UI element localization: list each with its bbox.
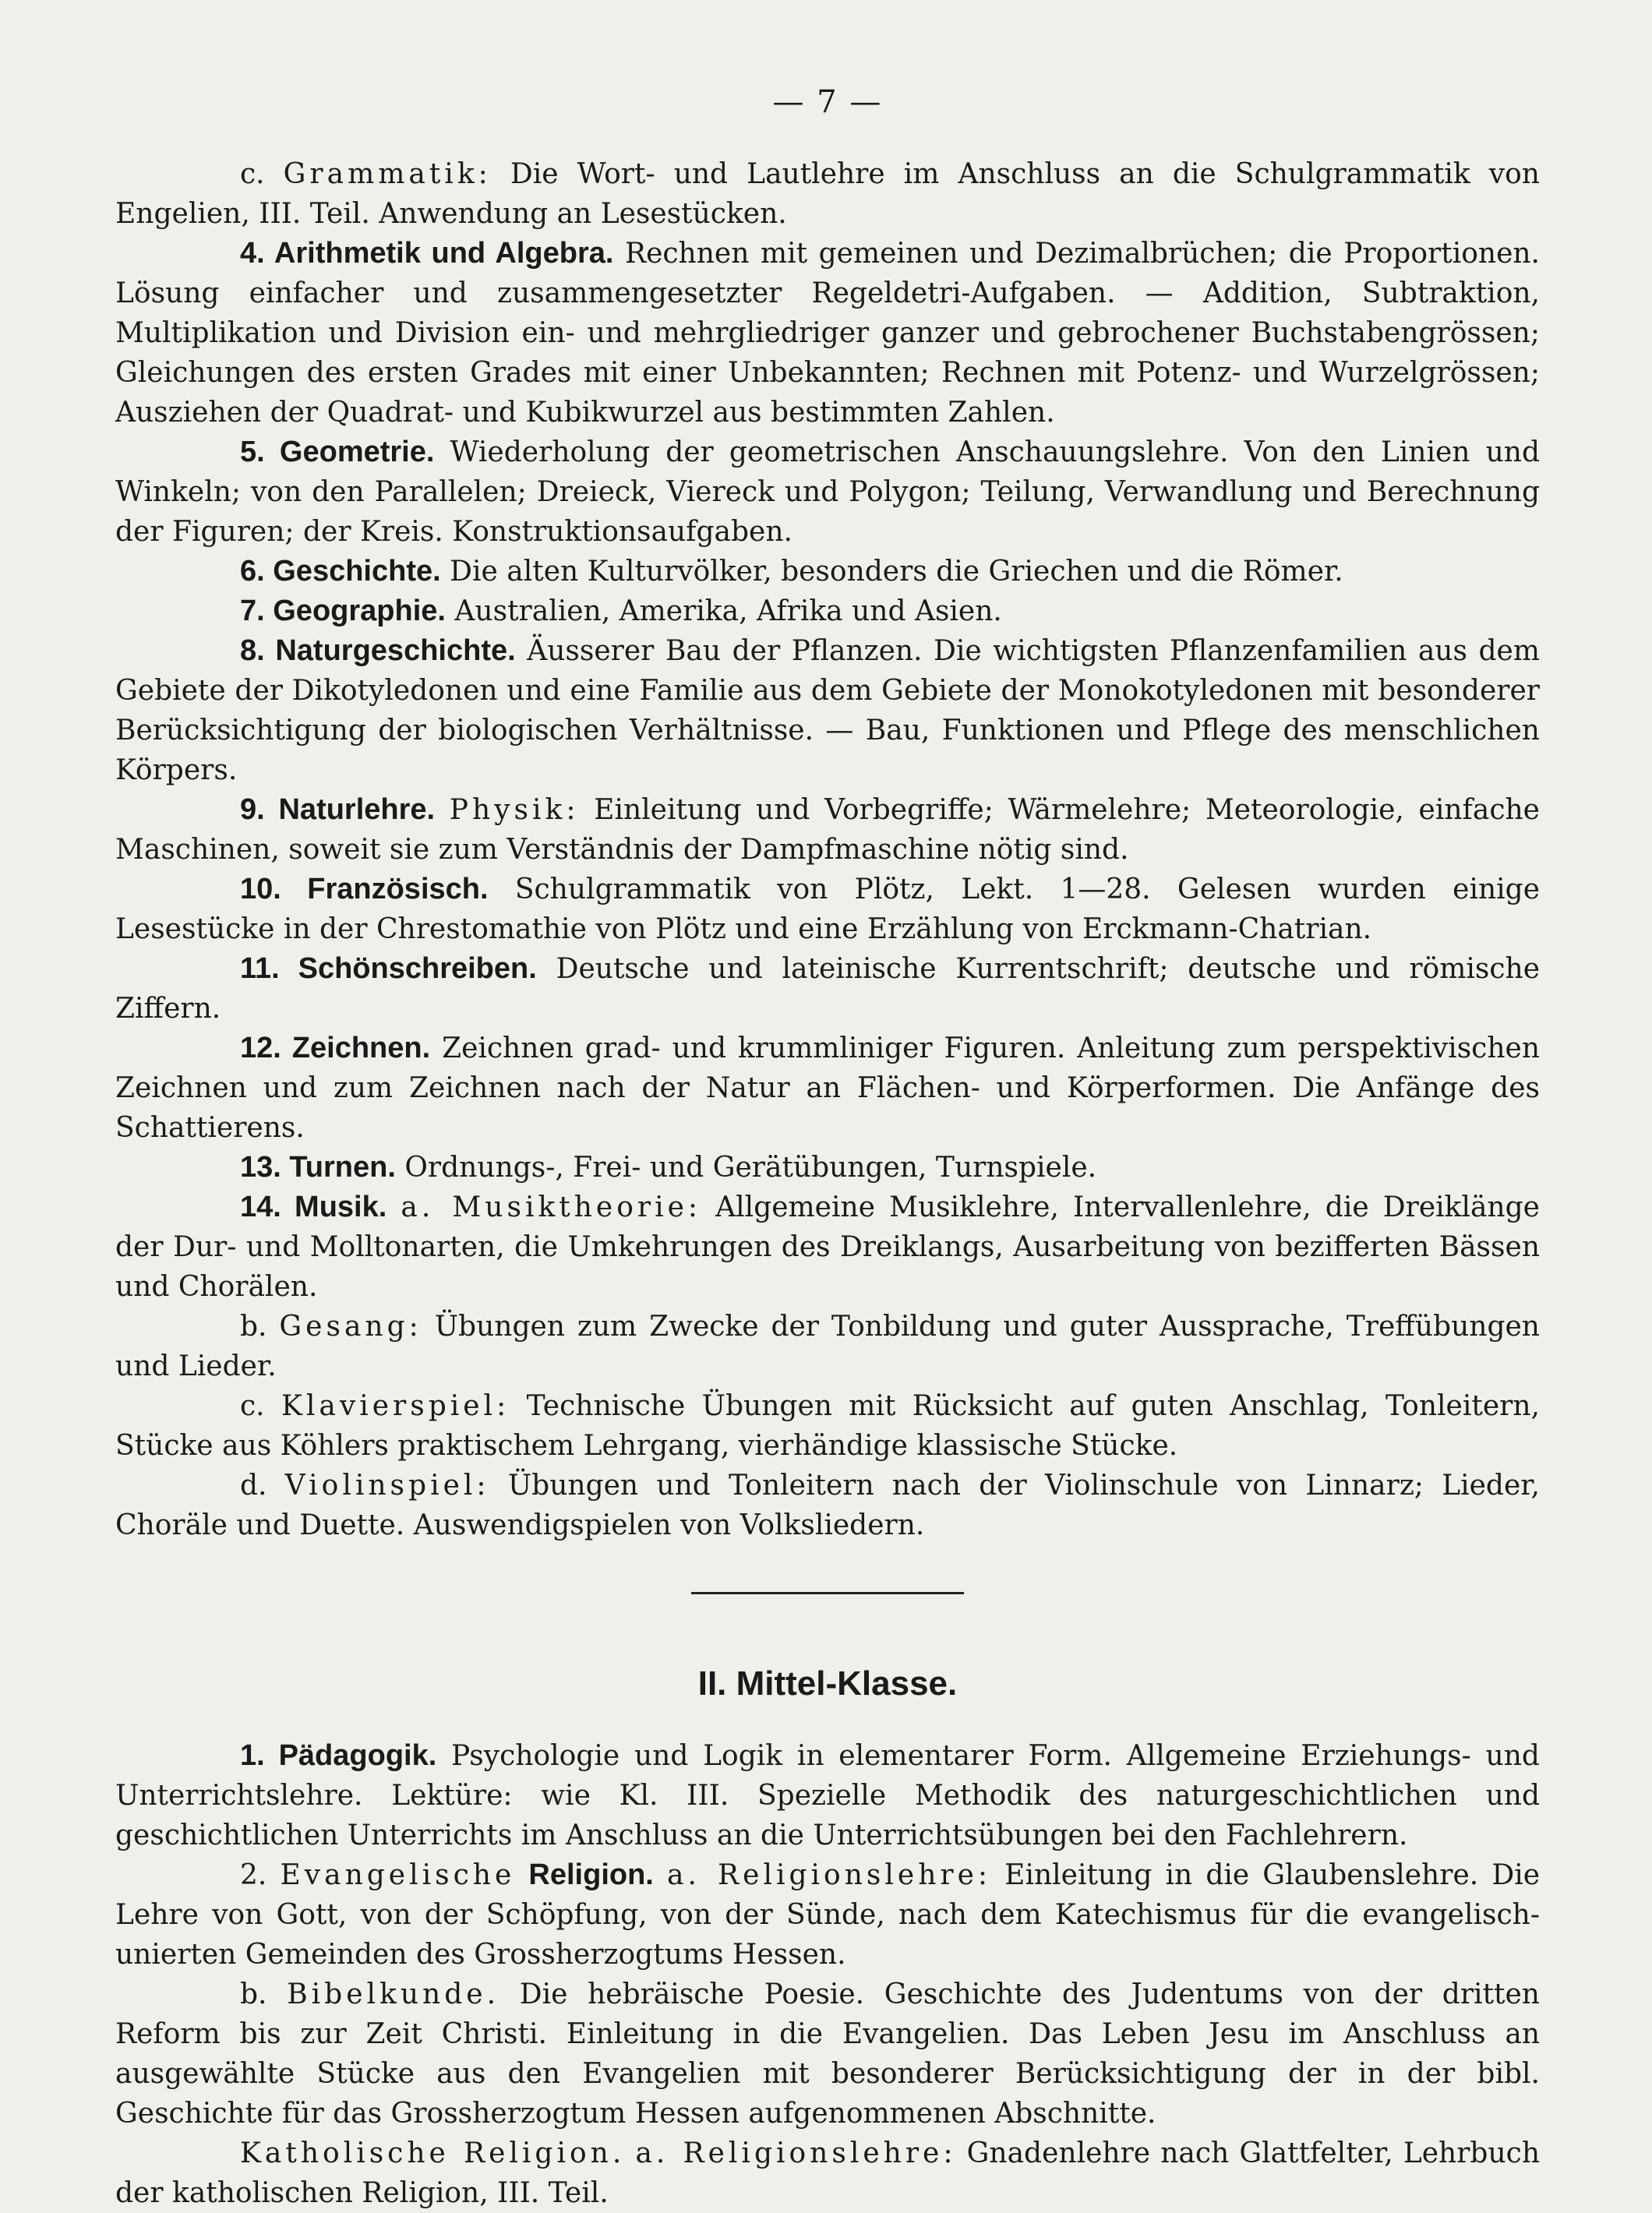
syllabus-paragraph — [115, 1736, 1540, 1855]
subject-heading: 10. Französisch. — [240, 873, 489, 905]
subtopic-heading: a. Musiktheorie: — [401, 1191, 702, 1223]
paragraph-text: Australien, Amerika, Afrika und Asien. — [454, 595, 1002, 627]
syllabus-paragraph — [115, 1386, 1540, 1466]
subject-heading: 6. Geschichte. — [240, 555, 441, 588]
subject-heading: Klavierspiel: — [281, 1390, 510, 1422]
syllabus-paragraph — [115, 591, 1540, 631]
item-prefix: b. — [240, 1978, 267, 2010]
subject-heading: 9. Naturlehre. — [240, 793, 436, 826]
paragraph-text: Die Wort- und Lautlehre im Anschluss an die Schulgrammatik von Engelien, III. Teil. Anwendung an Lesestücken. — [115, 158, 1540, 230]
subject-heading: 1. Pädagogik. — [240, 1739, 437, 1772]
paragraph-text: Übungen zum Zwecke der Tonbildung und guter Aussprache, Treffübungen und Lieder. — [115, 1311, 1540, 1382]
subtopic-heading: a. Religionslehre: — [635, 2137, 957, 2169]
paragraph-text: Rechnen mit gemeinen und Dezimalbrüchen; die Proportionen. Lösung einfacher und zusammengesetzter Regeldetri-Aufgaben. — Addition, Subtraktion, Multiplikation und Division ein- und mehrgliedriger ganzer und gebrochener Buchstabengrössen; Gleichungen des ersten Grades mit einer Unbekannten; Rechnen mit Potenz- und Wurzelgrössen; Ausziehen der Quadrat- und Kubikwurzel aus bestimmten Zahlen. — [115, 238, 1541, 429]
syllabus-paragraph — [115, 1975, 1540, 2134]
paragraph-text: Einleitung in die Glaubenslehre. Die Lehre von Gott, von der Schöpfung, von der Sünde, nach dem Katechismus für die evangelisch-unierten Gemeinden des Grossherzogtums Hessen. — [115, 1859, 1541, 1971]
paragraph-text: Deutsche und lateinische Kurrentschrift; deutsche und römische Ziffern. — [115, 953, 1540, 1025]
paragraph-text: Ordnungs-, Frei- und Gerätübungen, Turnspiele. — [404, 1152, 1097, 1184]
paragraph-text: Wiederholung der geometrischen Anschauungslehre. Von den Linien und Winkeln; von den Parallelen; Dreieck, Viereck und Polygon; Teilung, Verwandlung und Berechnung der Figuren; der Kreis. Konstruktionsaufgaben. — [115, 436, 1540, 548]
paragraph-text: Einleitung und Vorbegriffe; Wärmelehre; Meteorologie, einfache Maschinen, soweit sie zum Verständnis der Dampfmaschine nötig sind. — [115, 794, 1540, 866]
syllabus-paragraph — [115, 432, 1540, 552]
syllabus-section-lower — [115, 1736, 1540, 2213]
subject-heading: 4. Arithmetik und Algebra. — [240, 237, 614, 270]
paragraph-text: Technische Übungen mit Rücksicht auf guten Anschlag, Tonleitern, Stücke aus Köhlers praktischem Lehrgang, vierhändige klassische Stücke. — [115, 1390, 1540, 1462]
subject-heading: Violinspiel: — [284, 1470, 490, 1502]
subject-heading: Gesang: — [279, 1311, 422, 1343]
syllabus-paragraph — [115, 1307, 1540, 1386]
paragraph-text: Die hebräische Poesie. Geschichte des Judentums von der dritten Reform bis zur Zeit Christi. Einleitung in die Evangelien. Das Leben Jesu im Anschluss an ausgewählte Stücke aus den Evangelien mit besonderer Berücksichtigung der in der bibl. Geschichte für das Grossherzogtum Hessen aufgenommenen Abschnitte. — [115, 1978, 1540, 2130]
page-number: — 7 — — [772, 84, 883, 120]
paragraph-text: Äusserer Bau der Pflanzen. Die wichtigsten Pflanzenfamilien aus dem Gebiete der Dikotyledonen und eine Familie aus dem Gebiete der Monokotyledonen mit besonderer Berücksichtigung der biologischen Verhältnisse. — Bau, Funktionen und Pflege des menschlichen Körpers. — [115, 635, 1540, 786]
syllabus-paragraph — [115, 1188, 1540, 1307]
subject-heading: Katholische Religion. — [240, 2137, 626, 2169]
paragraph-text: Übungen und Tonleitern nach der Violinschule von Linnarz; Lieder, Choräle und Duette. Auswendigspielen von Volksliedern. — [115, 1470, 1540, 1541]
item-prefix: b. — [240, 1311, 267, 1343]
subject-heading: 13. Turnen. — [240, 1151, 396, 1184]
item-prefix: d. — [240, 1470, 267, 1502]
section-title: II. Mittel-Klasse. — [697, 1664, 958, 1703]
subject-heading: Bibelkunde. — [287, 1978, 500, 2010]
syllabus-paragraph — [115, 1029, 1540, 1148]
subject-heading: 14. Musik. — [240, 1191, 387, 1223]
syllabus-paragraph — [115, 949, 1540, 1029]
paragraph-text: Zeichnen grad- und krummliniger Figuren. Anleitung zum perspektivischen Zeichnen und zum Zeichnen nach der Natur an Flächen- und Körperformen. Die Anfänge des Schattierens. — [115, 1032, 1541, 1144]
subject-heading: Grammatik: — [283, 158, 492, 190]
paragraph-text: Gnadenlehre nach Glattfelter, Lehrbuch der katholischen Religion, III. Teil. — [115, 2137, 1540, 2209]
syllabus-paragraph — [115, 1855, 1540, 1975]
paragraph-text: Psychologie und Logik in elementarer Form. Allgemeine Erziehungs- und Unterrichtslehre. Lektüre: wie Kl. III. Spezielle Methodik des naturgeschichtlichen und geschichtlichen Unterrichts im Anschluss an die Unterrichtsübungen bei den Fachlehrern. — [115, 1740, 1540, 1851]
subject-heading-bold: Religion. — [528, 1858, 654, 1891]
syllabus-paragraph — [115, 870, 1540, 949]
syllabus-paragraph — [115, 234, 1540, 432]
paragraph-text: Allgemeine Musiklehre, Intervallenlehre, die Dreiklänge der Dur- und Molltonarten, die Umkehrungen des Dreiklangs, Ausarbeitung von bezifferten Bässen und Chorälen. — [115, 1191, 1540, 1303]
syllabus-paragraph — [115, 1466, 1540, 1545]
subject-heading: 8. Naturgeschichte. — [240, 634, 516, 667]
subtopic-heading: Physik: — [449, 794, 580, 826]
item-prefix: 2. — [240, 1859, 267, 1891]
subtopic-heading: a. Religionslehre: — [667, 1859, 992, 1891]
paragraph-text: Die alten Kulturvölker, besonders die Griechen und die Römer. — [450, 556, 1343, 588]
subject-heading: 7. Geographie. — [240, 595, 446, 627]
paragraph-text: Schulgrammatik von Plötz, Lekt. 1—28. Gelesen wurden einige Lesestücke in der Chrestomathie von Plötz und eine Erzählung von Erckmann-Chatrian. — [115, 874, 1541, 945]
subject-heading: 11. Schönschreiben. — [240, 952, 537, 985]
syllabus-paragraph — [115, 1148, 1540, 1188]
item-prefix: c. — [240, 158, 265, 190]
syllabus-paragraph — [115, 790, 1540, 870]
subject-heading: 12. Zeichnen. — [240, 1032, 431, 1064]
syllabus-paragraph — [115, 2134, 1540, 2213]
subject-heading: 5. Geometrie. — [240, 436, 435, 468]
syllabus-paragraph — [115, 631, 1540, 790]
syllabus-paragraph — [115, 552, 1540, 591]
item-prefix: c. — [240, 1390, 265, 1422]
syllabus-section-upper — [115, 154, 1540, 1545]
section-divider — [691, 1592, 964, 1594]
syllabus-paragraph — [115, 154, 1540, 234]
subject-heading: Evangelische — [280, 1859, 516, 1891]
